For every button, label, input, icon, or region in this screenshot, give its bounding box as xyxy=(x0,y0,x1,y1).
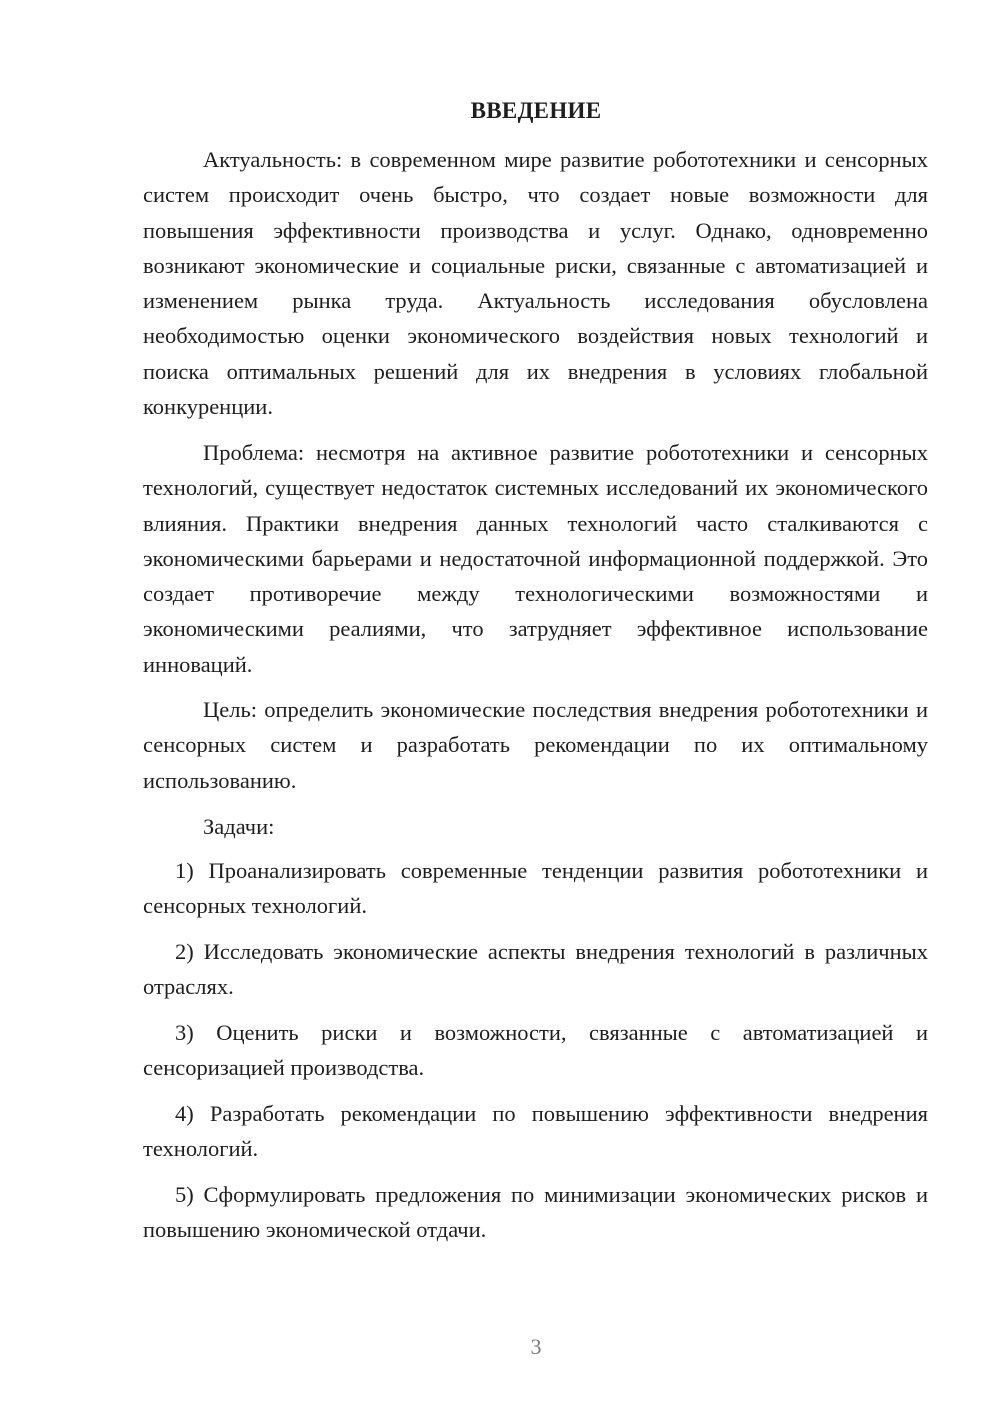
relevance-paragraph-block xyxy=(143,142,928,424)
problem-paragraph-block xyxy=(143,435,928,682)
task-item-block xyxy=(143,1015,928,1086)
task-item: 3) Оценить риски и возможности, связанные с автоматизацией и сенсоризацией производства. xyxy=(143,1020,928,1081)
task-item-block xyxy=(143,853,928,924)
task-item-block xyxy=(143,934,928,1005)
tasks-label-block xyxy=(143,809,928,844)
goal-paragraph: Цель: определить экономические последствия внедрения робототехники и сенсорных систем и разработать рекомендации по их оптимальному использованию. xyxy=(143,697,928,793)
relevance-paragraph: Актуальность: в современном мире развитие робототехники и сенсорных систем происходит очень быстро, что создает новые возможности для повышения эффективности производства и услуг. Однако, одновременно возникают экономические и социальные риски, связанные с автоматизацией и изменением рынка труда. Актуальность исследования обусловлена необходимостью оценки экономического воздействия новых технологий и поиска оптимальных решений для их внедрения в условиях глобальной конкуренции. xyxy=(143,147,928,420)
task-item-block xyxy=(143,1096,928,1167)
problem-paragraph: Проблема: несмотря на активное развитие робототехники и сенсорных технологий, существует недостаток системных исследований их экономического влияния. Практики внедрения данных технологий часто сталкиваются с экономическими барьерами и недостаточной информационной поддержкой. Это создает противоречие между технологическими возможностями и экономическими реалиями, что затрудняет эффективное использование инноваций. xyxy=(143,440,928,677)
page-number: 3 xyxy=(530,1334,542,1359)
task-item: 4) Разработать рекомендации по повышению эффективности внедрения технологий. xyxy=(143,1101,928,1162)
goal-paragraph-block xyxy=(143,692,928,798)
tasks-label: Задачи: xyxy=(203,814,275,839)
section-title: ВВЕДЕНИЕ xyxy=(470,98,602,123)
task-item: 1) Проанализировать современные тенденции развития робототехники и сенсорных технологий. xyxy=(143,858,928,919)
task-item-block xyxy=(143,1177,928,1248)
task-item: 2) Исследовать экономические аспекты внедрения технологий в различных отраслях. xyxy=(143,939,928,1000)
task-item: 5) Сформулировать предложения по минимизации экономических рисков и повышению экономической отдачи. xyxy=(143,1182,928,1243)
